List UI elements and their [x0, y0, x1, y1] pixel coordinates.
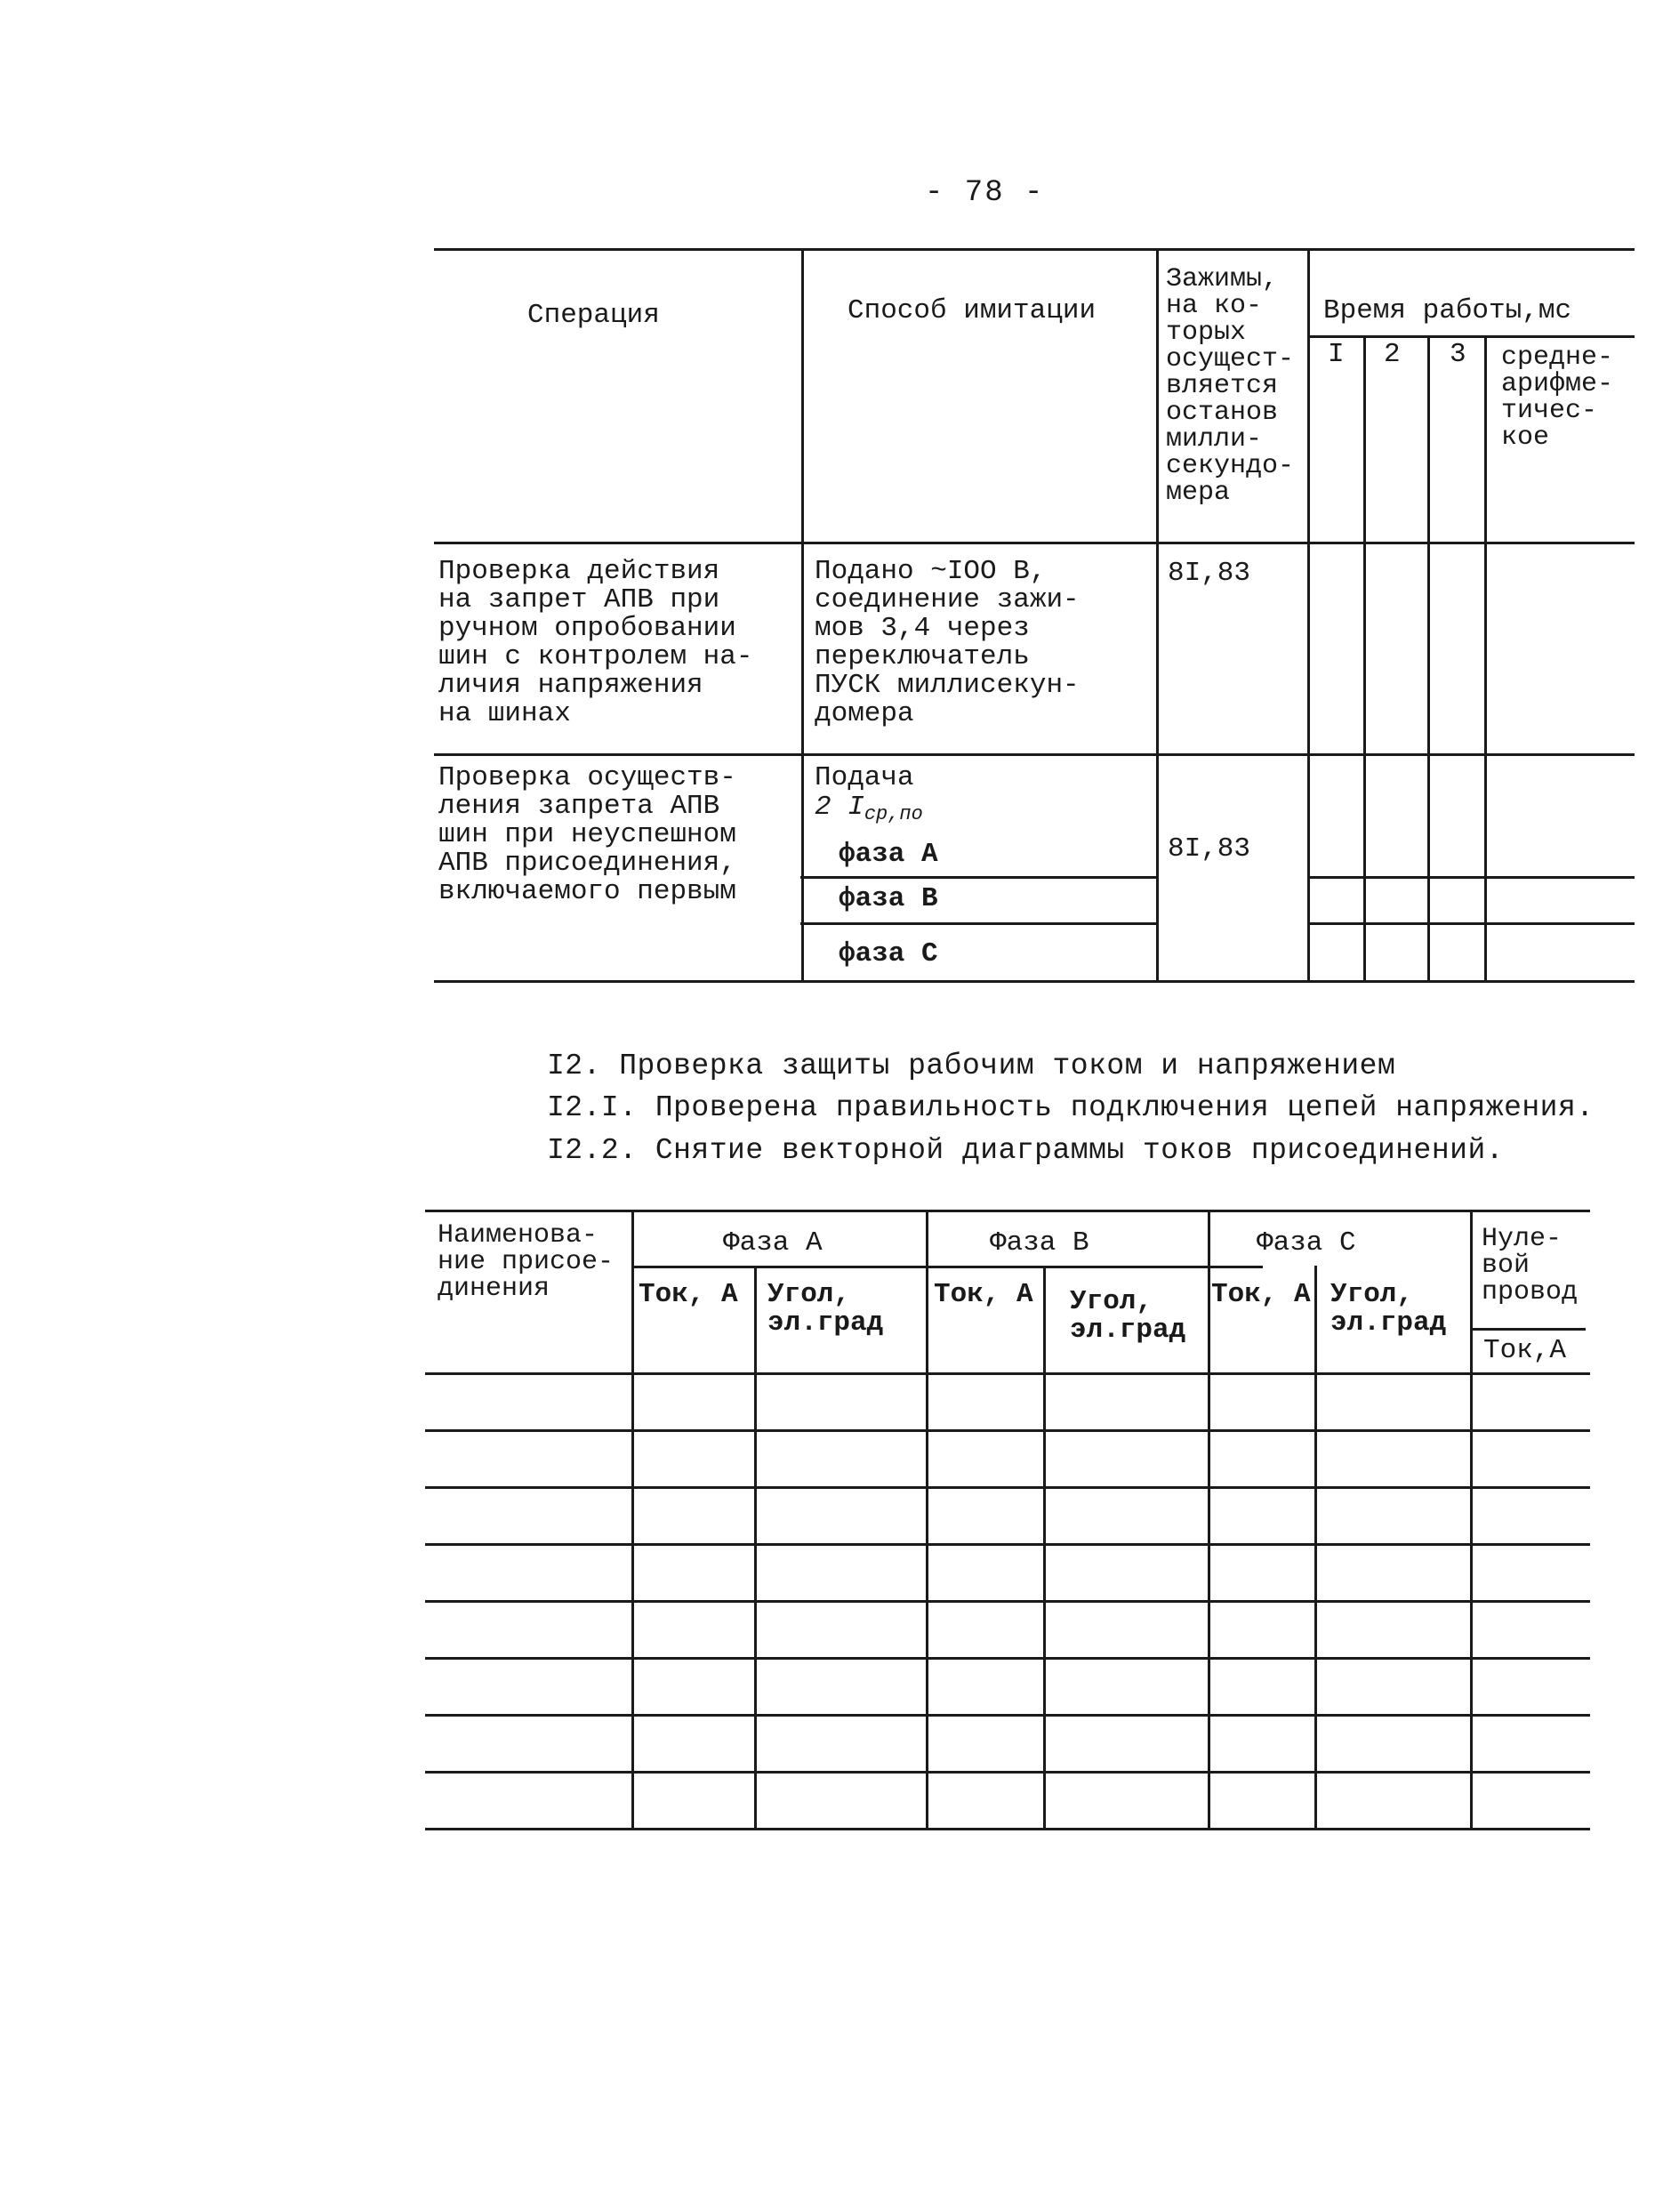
phase-a-label: фаза А	[839, 839, 938, 870]
phase-c-current: Ток, А	[1211, 1279, 1311, 1310]
header-average: средне- арифме- тичес- кое	[1501, 342, 1614, 453]
phase-c-angle: Угол, эл.град	[1330, 1279, 1447, 1339]
phase-b-current: Ток, А	[934, 1279, 1033, 1310]
row2-method-line2: 2 $I_{ср,по}$	[815, 792, 923, 825]
header-time-group: Время работы,мс	[1323, 295, 1572, 326]
row2-method-line1: Подача	[815, 762, 914, 793]
phase-b-label: фаза В	[839, 883, 938, 914]
section-12-title: I2. Проверка защиты рабочим током и напряжением	[547, 1050, 1396, 1082]
header-phase-c: Фаза С	[1257, 1227, 1356, 1259]
header-phase-a: Фаза А	[723, 1227, 823, 1259]
phase-a-current: Ток, А	[639, 1279, 738, 1310]
header-connection-name: Наименова- ние присое- динения	[438, 1220, 615, 1304]
section-12-2: I2.2. Снятие векторной диаграммы токов присоединений.	[547, 1134, 1505, 1167]
row2-operation: Проверка осуществ- ления запрета АПВ шин при неуспешном АПВ присоединения, включаемого первым	[438, 762, 736, 907]
row2-terminals: 8I,83	[1168, 833, 1251, 865]
header-time-1: I	[1328, 339, 1345, 370]
phase-c-label: фаза С	[839, 938, 938, 969]
row1-method: Подано ~IОО В, соединение зажи- мов 3,4 через переключатель ПУСК миллисекун- домера	[815, 556, 1080, 729]
header-phase-b: Фаза В	[990, 1227, 1089, 1259]
neutral-current: Ток,А	[1483, 1335, 1567, 1366]
phase-b-angle: Угол, эл.град	[1070, 1286, 1186, 1346]
header-method: Способ имитации	[848, 295, 1097, 326]
header-time-3: 3	[1450, 339, 1466, 370]
page-number: - 78 -	[925, 176, 1045, 210]
phase-a-angle: Угол, эл.град	[767, 1279, 884, 1339]
header-operation: Сперация	[527, 300, 660, 331]
row1-operation: Проверка действия на запрет АПВ при ручном опробовании шин с контролем на- личия напряжения на шинах	[438, 556, 753, 729]
header-terminals: Зажимы, на ко- торых осущест- вляется останов милли- секундо- мера	[1166, 264, 1295, 508]
header-time-2: 2	[1384, 339, 1401, 370]
row1-terminals: 8I,83	[1168, 558, 1251, 589]
test-table	[434, 248, 1635, 983]
vector-diagram-table	[425, 1210, 1590, 1832]
section-12-1: I2.I. Проверена правильность подключения цепей напряжения.	[547, 1091, 1595, 1124]
header-neutral: Нуле- вой провод	[1482, 1224, 1579, 1307]
